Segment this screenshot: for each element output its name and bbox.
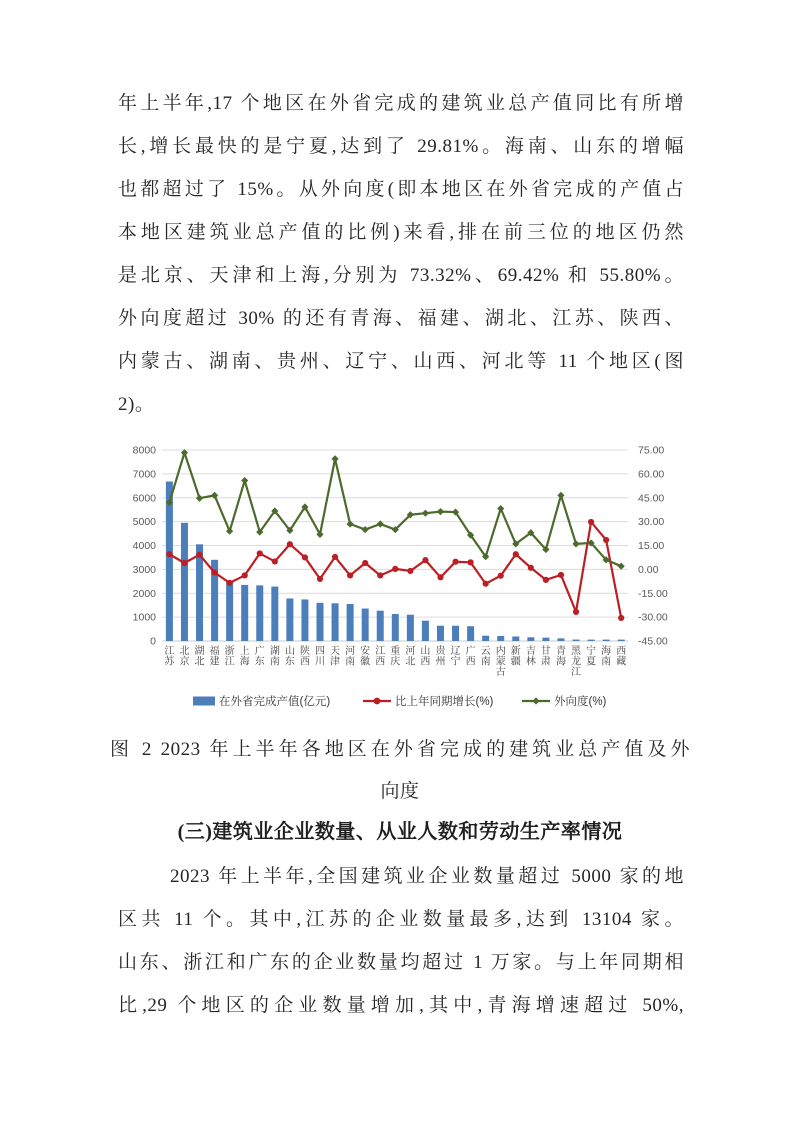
svg-text:30.00: 30.00 [638,516,665,529]
paragraph-overview [118,82,684,426]
figure2-caption-line2: 向度 [380,781,420,802]
bar-广东 [256,585,263,641]
svg-text:-45.00: -45.00 [638,635,668,648]
x-label-吉林: 吉林 [525,646,536,668]
text-line: 区共 11 个。其中,江苏的企业数量最多,达到 13104 家。 [118,909,684,930]
x-label-上海: 上海 [239,646,250,668]
chart-right-axis [638,445,668,648]
bar-北京 [181,523,188,641]
bar-新疆 [512,636,519,641]
bar-贵州 [437,626,444,641]
legend-bar-swatch [193,697,215,706]
bar-广西 [467,626,474,641]
text-line: 2023 年上半年,全国建筑业企业数量超过 5000 家的地 [170,866,684,887]
x-label-黑龙江: 黑龙江 [571,646,582,678]
bar-青海 [557,638,564,641]
bar-海南 [603,640,610,641]
paragraph-enterprises [118,855,684,1027]
bar-上海 [241,585,248,641]
text-line: 长,增长最快的是宁夏,达到了 29.81%。海南、山东的增幅 [118,136,684,157]
bar-西藏 [618,640,625,641]
text-line: 外向度超过 30% 的还有青海、福建、湖北、江苏、陕西、 [118,308,684,329]
bar-重庆 [392,614,399,641]
x-label-宁夏: 宁夏 [586,646,597,668]
svg-text:0: 0 [150,635,156,648]
x-label-江苏: 江苏 [164,646,175,668]
figure2-caption [110,729,690,813]
text-line: 也都超过了 15%。从外向度(即本地区在外省完成的产值占 [118,179,684,200]
section-heading: (三)建筑业企业数量、从业人数和劳动生产率情况 [177,821,623,843]
chart-line-growth [166,519,624,621]
svg-text:60.00: 60.00 [638,468,665,481]
x-label-贵州: 贵州 [435,646,446,668]
bar-宁夏 [588,640,595,641]
bar-辽宁 [452,626,459,641]
svg-text:-15.00: -15.00 [638,587,668,600]
bar-内蒙古 [497,636,504,641]
svg-text:2000: 2000 [132,587,156,600]
svg-text:75.00: 75.00 [638,444,665,457]
svg-text:4000: 4000 [132,540,156,552]
x-label-浙江: 浙江 [224,646,235,668]
bar-江西 [377,611,384,641]
x-label-海南: 海南 [601,646,612,668]
text-line: 山东、浙江和广东的企业数量均超过 1 万家。与上年同期相 [118,952,684,973]
x-label-重庆: 重庆 [390,646,401,668]
chart-legend [193,694,607,708]
legend-orientation-marker [532,697,539,704]
bar-河北 [407,615,414,641]
figure2-caption-line1: 图 2 2023 年上半年各地区在外省完成的建筑业总产值及外 [110,739,690,760]
bar-浙江 [226,582,233,641]
x-label-青海: 青海 [555,646,566,668]
svg-text:-30.00: -30.00 [638,611,668,624]
x-label-湖南: 湖南 [269,646,280,668]
svg-text:3000: 3000 [132,563,156,576]
svg-text:15.00: 15.00 [638,540,665,552]
x-label-甘肃: 甘肃 [540,646,551,668]
text-line: 年上半年,17 个地区在外省完成的建筑业总产值同比有所增 [118,93,684,114]
bar-天津 [332,603,339,641]
text-line: 比,29 个地区的企业数量增加,其中,青海增速超过 50%, [118,995,684,1016]
bar-山西 [422,621,429,641]
x-label-江西: 江西 [375,646,386,668]
chart-line-orientation [166,449,625,570]
svg-text:在外省完成产值(亿元): 在外省完成产值(亿元) [219,696,331,708]
bar-云南 [482,636,489,641]
bar-河南 [347,604,354,641]
svg-text:45.00: 45.00 [638,492,665,505]
x-label-云南: 云南 [480,646,491,668]
chart-left-axis [133,445,157,648]
bar-甘肃 [542,638,549,641]
svg-text:6000: 6000 [132,492,156,505]
svg-text:比上年同期增长(%): 比上年同期增长(%) [395,696,494,708]
figure2-chart [114,436,689,718]
svg-text:1000: 1000 [132,611,156,624]
x-label-河南: 河南 [345,646,356,668]
x-label-四川: 四川 [315,646,325,668]
bar-陕西 [301,599,308,641]
x-label-西藏: 西藏 [616,646,627,668]
svg-text:8000: 8000 [132,444,156,457]
bar-湖南 [271,587,278,641]
svg-text:5000: 5000 [132,516,156,529]
x-label-内蒙古: 内蒙古 [495,646,506,678]
text-line: 是北京、天津和上海,分别为 73.32%、69.42% 和 55.80%。 [118,265,684,286]
x-label-安徽: 安徽 [360,646,371,668]
svg-text:外向度(%): 外向度(%) [554,696,607,708]
bar-四川 [317,603,324,641]
chart-x-labels [164,644,626,678]
x-label-陕西: 陕西 [299,646,310,668]
x-label-河北: 河北 [405,646,416,668]
bar-山东 [286,599,293,641]
x-label-广东: 广东 [254,646,265,668]
x-label-辽宁: 辽宁 [450,646,461,668]
svg-text:0.00: 0.00 [638,563,659,576]
text-line: 内蒙古、湖南、贵州、辽宁、山西、河北等 11 个地区(图 [118,351,684,372]
x-label-天津: 天津 [330,646,341,668]
x-label-广西: 广西 [465,646,476,668]
text-line: 本地区建筑业总产值的比例)来看,排在前三位的地区仍然 [118,222,684,243]
bar-黑龙江 [573,640,580,641]
x-label-山东: 山东 [284,646,295,668]
x-label-新疆: 新疆 [510,646,521,668]
svg-text:7000: 7000 [132,468,156,481]
x-label-北京: 北京 [179,646,190,668]
legend-growth-marker [374,698,381,705]
bar-吉林 [527,637,534,641]
x-label-湖北: 湖北 [194,646,205,668]
bar-安徽 [362,609,369,641]
x-label-福建: 福建 [209,646,220,668]
x-label-山西: 山西 [420,646,431,668]
text-line: 2)。 [118,394,155,415]
